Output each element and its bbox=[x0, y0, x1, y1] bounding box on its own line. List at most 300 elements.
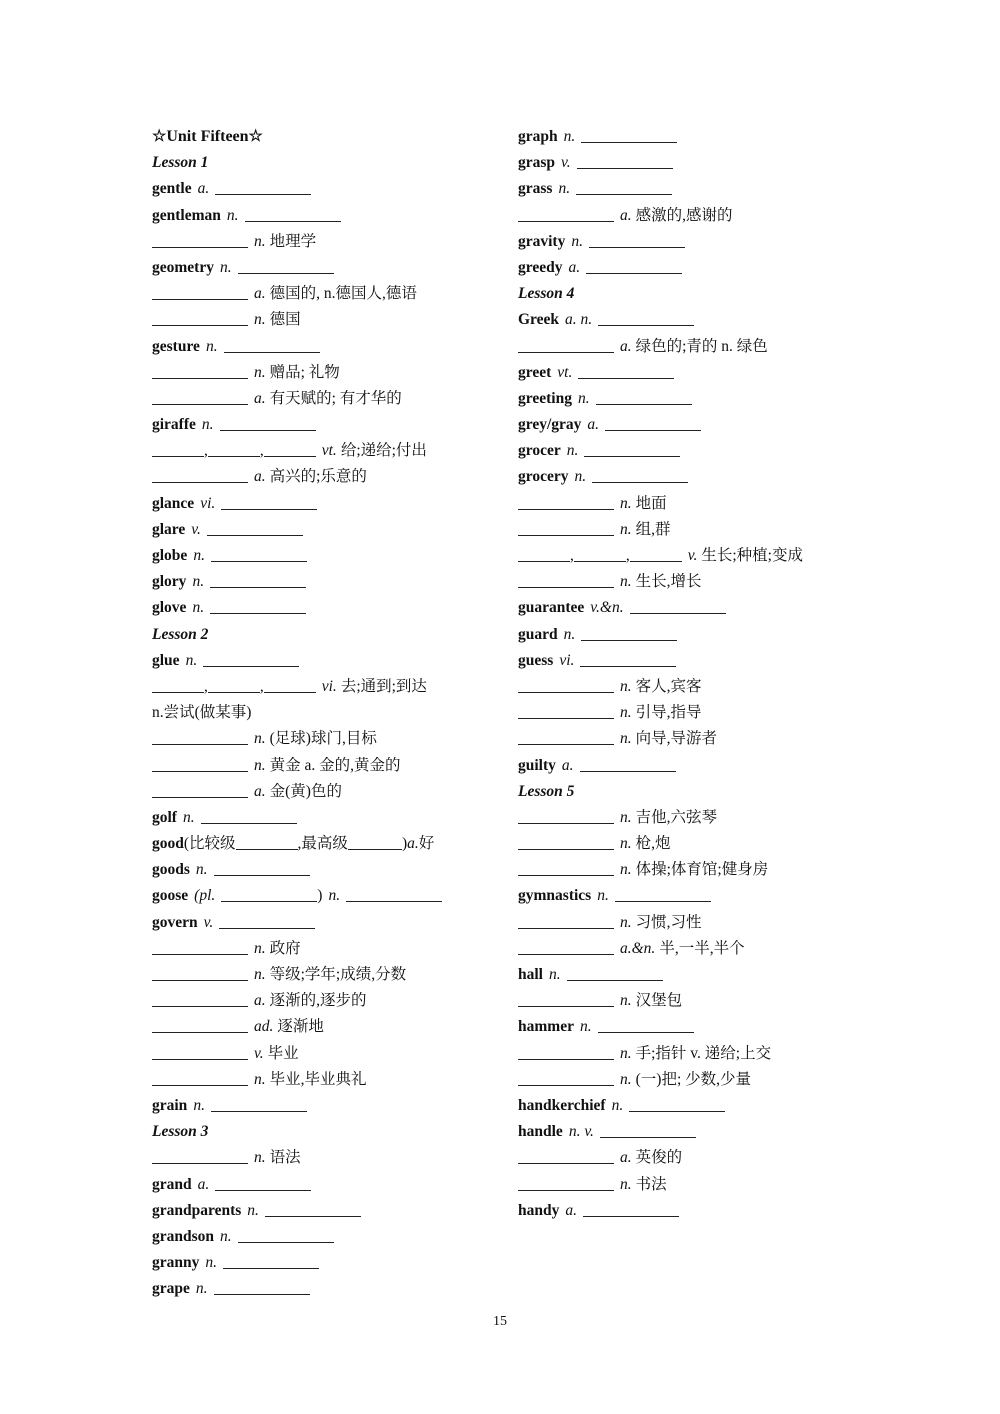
comma-separator: , bbox=[259, 442, 264, 460]
answer-blank[interactable] bbox=[518, 493, 614, 510]
part-of-speech: n. bbox=[226, 206, 239, 224]
answer-blank[interactable] bbox=[152, 1043, 248, 1060]
part-of-speech: a. bbox=[197, 1175, 210, 1193]
chinese-meaning: 客人,宾客 bbox=[635, 677, 702, 695]
part-of-speech: a. bbox=[254, 468, 266, 486]
chinese-meaning: 赠品; 礼物 bbox=[269, 363, 340, 381]
vocab-line bbox=[152, 1250, 492, 1276]
chinese-meaning: 语法 bbox=[269, 1149, 301, 1167]
vocab-word: grandparents bbox=[152, 1201, 242, 1219]
part-of-speech: n. bbox=[254, 363, 266, 381]
vocab-line bbox=[152, 1276, 492, 1302]
answer-blank[interactable] bbox=[152, 1016, 248, 1033]
vocab-word: guarantee bbox=[518, 599, 585, 617]
comma-separator: , bbox=[259, 677, 264, 695]
answer-blank[interactable] bbox=[264, 440, 316, 457]
chinese-meaning: (一)把; 少数,少量 bbox=[635, 1070, 752, 1088]
answer-blank[interactable] bbox=[578, 362, 674, 379]
answer-blank[interactable] bbox=[518, 519, 614, 536]
vocab-line bbox=[518, 307, 858, 333]
vocab-word: granny bbox=[152, 1254, 200, 1272]
answer-blank[interactable] bbox=[265, 1200, 361, 1217]
answer-blank[interactable] bbox=[584, 440, 680, 457]
vocab-word: glory bbox=[152, 573, 187, 591]
vocab-line bbox=[152, 543, 492, 569]
vocab-word: handkerchief bbox=[518, 1096, 606, 1114]
vocab-word: greet bbox=[518, 363, 552, 381]
part-of-speech: n. bbox=[620, 1044, 632, 1062]
vocab-line bbox=[518, 1119, 858, 1145]
vocab-line bbox=[518, 255, 858, 281]
vocab-word: guilty bbox=[518, 756, 556, 774]
lesson-heading: Lesson 3 bbox=[152, 1123, 209, 1141]
answer-blank[interactable] bbox=[518, 1174, 614, 1191]
part-of-speech: n. bbox=[558, 180, 571, 198]
answer-blank[interactable] bbox=[518, 336, 614, 353]
meaning-line: n.尝试(做某事) bbox=[152, 704, 252, 722]
part-of-speech: n. bbox=[205, 337, 218, 355]
answer-blank[interactable] bbox=[592, 466, 688, 483]
comma-separator: , bbox=[570, 547, 574, 564]
right-entry-list bbox=[518, 124, 858, 1224]
chinese-meaning: 给;递给;付出 bbox=[340, 442, 427, 460]
part-of-speech: n. bbox=[571, 232, 583, 250]
close-paren: ) bbox=[317, 887, 323, 905]
answer-blank[interactable] bbox=[208, 440, 260, 457]
part-of-speech: n. bbox=[620, 835, 632, 853]
answer-blank[interactable] bbox=[152, 781, 248, 798]
answer-blank[interactable] bbox=[152, 938, 248, 955]
answer-blank[interactable] bbox=[219, 912, 315, 929]
part-of-speech: n. bbox=[577, 389, 590, 407]
chinese-meaning: 感激的,感谢的 bbox=[635, 206, 733, 224]
part-of-speech: a. bbox=[620, 1149, 632, 1167]
part-of-speech: a. bbox=[197, 180, 210, 198]
vocab-line bbox=[152, 176, 492, 202]
right-column bbox=[518, 124, 858, 1224]
plural-label: (pl. bbox=[194, 887, 216, 905]
answer-blank[interactable] bbox=[583, 1200, 679, 1217]
part-of-speech: n. bbox=[193, 547, 205, 564]
answer-blank[interactable] bbox=[245, 205, 341, 222]
vocab-word: handle bbox=[518, 1123, 563, 1141]
answer-blank[interactable] bbox=[580, 650, 676, 667]
answer-blank[interactable] bbox=[630, 545, 682, 562]
chinese-meaning: 生长;种植;变成 bbox=[701, 547, 803, 564]
answer-blank[interactable] bbox=[581, 624, 677, 641]
answer-blank[interactable] bbox=[214, 859, 310, 876]
answer-blank[interactable] bbox=[210, 571, 306, 588]
vocab-line bbox=[518, 622, 858, 648]
part-of-speech: a. bbox=[587, 416, 600, 434]
vocab-word: grocery bbox=[518, 468, 569, 486]
part-of-speech: n. bbox=[620, 1175, 632, 1193]
answer-blank[interactable] bbox=[518, 1147, 614, 1164]
vocab-word: glance bbox=[152, 494, 195, 512]
chinese-meaning: 毕业 bbox=[267, 1044, 299, 1062]
part-of-speech: n. bbox=[254, 232, 266, 250]
vocab-line bbox=[152, 805, 492, 831]
part-of-speech: n. bbox=[620, 992, 632, 1010]
vocab-line bbox=[518, 464, 858, 490]
vocab-word: gentleman bbox=[152, 206, 221, 224]
vocab-word: globe bbox=[152, 547, 188, 564]
vocab-word: glare bbox=[152, 520, 186, 538]
left-column bbox=[152, 124, 492, 1302]
part-of-speech: n. bbox=[597, 887, 609, 905]
vocab-word: grand bbox=[152, 1175, 192, 1193]
answer-blank[interactable] bbox=[214, 1278, 310, 1295]
part-of-speech: n. bbox=[219, 258, 232, 276]
vocab-line bbox=[518, 1172, 858, 1198]
answer-blank[interactable] bbox=[152, 231, 248, 248]
answer-blank[interactable] bbox=[518, 990, 614, 1007]
answer-blank[interactable] bbox=[586, 257, 682, 274]
vocab-word: grey/gray bbox=[518, 416, 582, 434]
answer-blank[interactable] bbox=[152, 440, 204, 457]
chinese-meaning: 枪,炮 bbox=[635, 835, 671, 853]
part-of-speech: ad. bbox=[254, 1018, 274, 1036]
vocab-line bbox=[518, 386, 858, 412]
chinese-meaning: 高兴的;乐意的 bbox=[269, 468, 367, 486]
answer-blank[interactable] bbox=[600, 1121, 696, 1138]
part-of-speech: vi. bbox=[559, 651, 575, 669]
part-of-speech: a. bbox=[620, 337, 632, 355]
part-of-speech: n. bbox=[254, 939, 266, 957]
answer-blank[interactable] bbox=[152, 1147, 248, 1164]
vocab-line bbox=[518, 229, 858, 255]
chinese-meaning: 去;通到;到达 bbox=[340, 677, 427, 695]
answer-blank[interactable] bbox=[577, 152, 673, 169]
vocab-line bbox=[152, 464, 492, 490]
answer-blank[interactable] bbox=[152, 990, 248, 1007]
vocab-line bbox=[152, 569, 492, 595]
chinese-meaning: 政府 bbox=[269, 939, 301, 957]
answer-blank[interactable] bbox=[581, 126, 677, 143]
answer-blank[interactable] bbox=[236, 833, 298, 850]
answer-blank[interactable] bbox=[589, 231, 685, 248]
answer-blank[interactable] bbox=[238, 1226, 334, 1243]
vocab-line bbox=[518, 883, 858, 909]
part-of-speech: n. bbox=[620, 808, 632, 826]
answer-blank[interactable] bbox=[567, 964, 663, 981]
chinese-meaning: 有天赋的; 有才华的 bbox=[269, 389, 402, 407]
comma-separator: , bbox=[204, 442, 208, 460]
answer-blank[interactable] bbox=[152, 676, 204, 693]
chinese-meaning: 引导,指导 bbox=[635, 704, 702, 722]
answer-blank[interactable] bbox=[203, 650, 299, 667]
answer-blank[interactable] bbox=[518, 205, 614, 222]
vocab-line bbox=[152, 203, 492, 229]
part-of-speech: n. bbox=[620, 1070, 632, 1088]
answer-blank[interactable] bbox=[211, 1095, 307, 1112]
vocab-line bbox=[152, 360, 492, 386]
lesson-heading: Lesson 1 bbox=[152, 154, 209, 172]
vocab-word: giraffe bbox=[152, 416, 196, 434]
answer-blank[interactable] bbox=[152, 283, 248, 300]
vocab-line bbox=[152, 334, 492, 360]
chinese-meaning: 书法 bbox=[635, 1175, 667, 1193]
answer-blank[interactable] bbox=[518, 912, 614, 929]
part-of-speech: n. bbox=[563, 625, 576, 643]
answer-blank[interactable] bbox=[348, 833, 402, 850]
answer-blank[interactable] bbox=[518, 728, 614, 745]
vocab-line bbox=[152, 491, 492, 517]
answer-blank[interactable] bbox=[224, 336, 320, 353]
vocab-line bbox=[152, 883, 492, 909]
vocab-line bbox=[152, 1067, 492, 1093]
answer-blank[interactable] bbox=[574, 545, 626, 562]
answer-blank[interactable] bbox=[152, 755, 248, 772]
vocab-line bbox=[152, 779, 492, 805]
part-of-speech: n. bbox=[205, 1254, 217, 1272]
lesson-heading: Lesson 2 bbox=[152, 625, 209, 643]
part-of-speech: n. bbox=[254, 1070, 266, 1088]
vocab-line bbox=[518, 334, 858, 360]
part-of-speech: n. bbox=[254, 1149, 266, 1167]
answer-blank[interactable] bbox=[215, 1174, 311, 1191]
vocab-line bbox=[518, 936, 858, 962]
part-of-speech: n. v. bbox=[568, 1123, 594, 1141]
left-entry-list bbox=[152, 150, 492, 1302]
answer-blank[interactable] bbox=[518, 807, 614, 824]
part-of-speech: a. bbox=[254, 389, 266, 407]
part-of-speech: n. bbox=[620, 704, 632, 722]
vocab-word: good bbox=[152, 835, 184, 853]
answer-blank[interactable] bbox=[211, 545, 307, 562]
close-paren: ) bbox=[401, 835, 408, 853]
chinese-meaning: 习惯,习性 bbox=[635, 913, 702, 931]
answer-blank[interactable] bbox=[605, 414, 701, 431]
vocab-word: glue bbox=[152, 651, 180, 669]
part-of-speech: n. bbox=[579, 1018, 592, 1036]
vocab-line bbox=[152, 988, 492, 1014]
part-of-speech: a. bbox=[254, 285, 266, 303]
chinese-meaning: (足球)球门,目标 bbox=[269, 730, 377, 748]
vocab-line bbox=[152, 307, 492, 333]
answer-blank[interactable] bbox=[152, 964, 248, 981]
answer-blank[interactable] bbox=[576, 178, 672, 195]
vocab-line bbox=[518, 857, 858, 883]
answer-blank[interactable] bbox=[346, 885, 442, 902]
vocab-line bbox=[518, 569, 858, 595]
vocab-line bbox=[152, 753, 492, 779]
answer-blank[interactable] bbox=[518, 702, 614, 719]
part-of-speech: n. bbox=[247, 1201, 259, 1219]
part-of-speech: n. bbox=[574, 468, 587, 486]
vocab-line bbox=[152, 386, 492, 412]
vocab-line bbox=[518, 831, 858, 857]
chinese-meaning: 逐渐地 bbox=[277, 1018, 324, 1036]
vocab-line bbox=[152, 229, 492, 255]
lesson-heading: Lesson 5 bbox=[518, 782, 575, 800]
answer-blank[interactable] bbox=[615, 885, 711, 902]
vocab-line bbox=[518, 726, 858, 752]
answer-blank[interactable] bbox=[215, 178, 311, 195]
vocab-word: handy bbox=[518, 1201, 560, 1219]
vocab-line bbox=[518, 1041, 858, 1067]
part-of-speech: n. bbox=[620, 861, 632, 879]
answer-blank[interactable] bbox=[238, 257, 334, 274]
vocab-line bbox=[518, 595, 858, 621]
answer-blank[interactable] bbox=[264, 676, 316, 693]
vocab-line bbox=[152, 962, 492, 988]
answer-blank[interactable] bbox=[518, 545, 570, 562]
vocab-line bbox=[518, 962, 858, 988]
part-of-speech: n. bbox=[254, 756, 266, 774]
vocab-line bbox=[518, 1198, 858, 1224]
chinese-meaning: 逐渐的,逐步的 bbox=[269, 992, 367, 1010]
chinese-meaning: 英俊的 bbox=[635, 1149, 683, 1167]
vocab-line bbox=[518, 203, 858, 229]
vocab-word: gentle bbox=[152, 180, 192, 198]
answer-blank[interactable] bbox=[518, 833, 614, 850]
chinese-meaning: 德国 bbox=[269, 311, 301, 329]
vocab-word: guess bbox=[518, 651, 554, 669]
vocab-line bbox=[152, 1172, 492, 1198]
vocab-line bbox=[518, 700, 858, 726]
chinese-meaning: 组,群 bbox=[635, 520, 671, 538]
part-of-speech: n. bbox=[620, 913, 632, 931]
vocab-line bbox=[518, 1145, 858, 1171]
chinese-meaning: 吉他,六弦琴 bbox=[635, 808, 718, 826]
answer-blank[interactable] bbox=[580, 755, 676, 772]
vocab-line bbox=[152, 255, 492, 281]
part-of-speech: n. bbox=[192, 599, 205, 617]
part-of-speech: a. bbox=[620, 206, 632, 224]
vocab-word: gesture bbox=[152, 337, 200, 355]
vocab-line bbox=[518, 805, 858, 831]
answer-blank[interactable] bbox=[518, 1043, 614, 1060]
chinese-meaning: 黄金 a. 金的,黄金的 bbox=[269, 756, 401, 774]
part-of-speech: n. bbox=[563, 128, 576, 145]
answer-blank[interactable] bbox=[598, 309, 694, 326]
vocab-line bbox=[152, 857, 492, 883]
part-of-speech: a. bbox=[254, 992, 266, 1010]
vocab-line bbox=[518, 176, 858, 202]
part-of-speech: a. bbox=[568, 258, 581, 276]
part-of-speech: v. bbox=[203, 913, 214, 931]
comma-separator: , bbox=[204, 677, 208, 695]
answer-blank[interactable] bbox=[152, 362, 248, 379]
vocab-word: goods bbox=[152, 861, 190, 879]
answer-blank[interactable] bbox=[518, 859, 614, 876]
answer-blank[interactable] bbox=[518, 938, 614, 955]
part-of-speech: n. bbox=[620, 677, 632, 695]
part-of-speech: v. bbox=[191, 520, 201, 538]
answer-blank[interactable] bbox=[221, 885, 317, 902]
part-of-speech: n. bbox=[254, 311, 266, 329]
answer-blank[interactable] bbox=[629, 1095, 725, 1112]
vocab-word: greeting bbox=[518, 389, 572, 407]
vocab-word: glove bbox=[152, 599, 187, 617]
answer-blank[interactable] bbox=[210, 597, 306, 614]
part-of-speech: vi. bbox=[200, 494, 216, 512]
part-of-speech: v. bbox=[254, 1044, 264, 1062]
part-of-speech: n. bbox=[220, 1227, 232, 1245]
vocab-line bbox=[152, 831, 492, 857]
vocab-word: gymnastics bbox=[518, 887, 592, 905]
chinese-meaning: 金(黄)色的 bbox=[269, 782, 342, 800]
part-of-speech: n. bbox=[620, 494, 632, 512]
chinese-meaning: 德国的, n.德国人,德语 bbox=[269, 285, 417, 303]
answer-blank[interactable] bbox=[518, 1069, 614, 1086]
vocab-word: grocer bbox=[518, 442, 561, 460]
vocab-word: graph bbox=[518, 128, 558, 145]
vocab-word: Greek bbox=[518, 311, 560, 329]
answer-blank[interactable] bbox=[152, 388, 248, 405]
vocab-word: hammer bbox=[518, 1018, 574, 1036]
vocab-line bbox=[518, 648, 858, 674]
vocab-word: guard bbox=[518, 625, 558, 643]
vocab-line bbox=[518, 988, 858, 1014]
answer-blank[interactable] bbox=[152, 466, 248, 483]
part-of-speech: a. bbox=[561, 756, 574, 774]
part-of-speech: n. bbox=[566, 442, 579, 460]
answer-blank[interactable] bbox=[221, 493, 317, 510]
vocab-word: greedy bbox=[518, 258, 563, 276]
vocab-line bbox=[152, 648, 492, 674]
chinese-meaning: 汉堡包 bbox=[635, 992, 683, 1010]
answer-blank[interactable] bbox=[223, 1252, 319, 1269]
unit-title: ☆Unit Fifteen☆ bbox=[152, 128, 263, 145]
answer-blank[interactable] bbox=[208, 676, 260, 693]
part-of-speech: n. bbox=[195, 861, 208, 879]
answer-blank[interactable] bbox=[207, 519, 303, 536]
vocab-line bbox=[518, 360, 858, 386]
part-of-speech: vt. bbox=[557, 363, 573, 381]
vocab-line bbox=[518, 517, 858, 543]
answer-blank[interactable] bbox=[201, 807, 297, 824]
vocab-line bbox=[152, 412, 492, 438]
answer-blank[interactable] bbox=[518, 571, 614, 588]
answer-blank[interactable] bbox=[598, 1016, 694, 1033]
answer-blank[interactable] bbox=[596, 388, 692, 405]
answer-blank[interactable] bbox=[518, 676, 614, 693]
vocab-word: govern bbox=[152, 913, 198, 931]
part-of-speech: a. n. bbox=[565, 311, 593, 329]
part-of-speech: vt. bbox=[321, 442, 337, 460]
vocab-line bbox=[518, 910, 858, 936]
part-of-speech: a. bbox=[565, 1201, 577, 1219]
chinese-meaning: 绿色的;青的 n. 绿色 bbox=[635, 337, 768, 355]
vocab-line bbox=[152, 674, 492, 700]
vocab-word: grasp bbox=[518, 154, 556, 172]
part-of-speech: v.&n. bbox=[590, 599, 624, 617]
vocab-line bbox=[152, 1145, 492, 1171]
chinese-meaning: 毕业,毕业典礼 bbox=[269, 1070, 367, 1088]
vocab-line bbox=[152, 910, 492, 936]
answer-blank[interactable] bbox=[220, 414, 316, 431]
page-number: 15 bbox=[493, 1314, 507, 1329]
part-of-speech: n. bbox=[620, 520, 632, 538]
part-of-speech: n. bbox=[192, 573, 205, 591]
answer-blank[interactable] bbox=[630, 597, 726, 614]
vocab-line bbox=[518, 543, 858, 569]
part-of-speech: a. bbox=[254, 782, 266, 800]
lesson-heading: Lesson 4 bbox=[518, 285, 575, 303]
vocab-line bbox=[152, 936, 492, 962]
answer-blank[interactable] bbox=[152, 728, 248, 745]
vocab-line bbox=[518, 150, 858, 176]
chinese-meaning: 体操;体育馆;健身房 bbox=[635, 861, 769, 879]
part-of-speech: n. bbox=[193, 1096, 205, 1114]
vocab-line bbox=[518, 438, 858, 464]
answer-blank[interactable] bbox=[152, 1069, 248, 1086]
part-of-speech: a. bbox=[407, 835, 419, 853]
answer-blank[interactable] bbox=[152, 309, 248, 326]
part-of-speech: v. bbox=[561, 154, 571, 172]
